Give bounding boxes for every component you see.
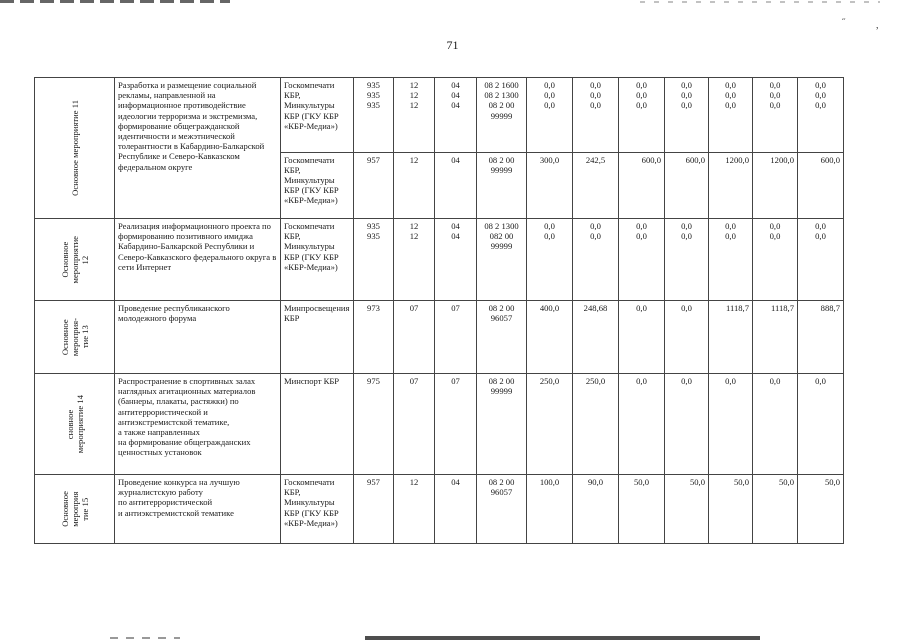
measure-description: Реализация информационного проекта по формированию позитивного имиджа Кабардино-Балкарской Республики и Северо-Кавказского федерального округа в сети Интернет — [115, 219, 281, 301]
value-cell: 0,0 0,0 0,0 — [665, 78, 709, 153]
value-cell: 0,0 — [619, 374, 665, 475]
measure-label-cell — [35, 219, 115, 301]
value-cell: 90,0 — [573, 475, 619, 544]
rz-cell: 12 12 — [394, 219, 435, 301]
table-row — [35, 78, 844, 153]
value-cell: 0,0 0,0 — [573, 219, 619, 301]
measure-label: Основное мероприя тие 15 — [59, 491, 90, 527]
pr-cell: 04 04 — [435, 219, 477, 301]
value-cell: 1118,7 — [753, 301, 798, 374]
value-cell: 250,0 — [573, 374, 619, 475]
value-cell: 248,68 — [573, 301, 619, 374]
scan-mark: ˝ — [842, 18, 846, 29]
table-row — [35, 301, 844, 374]
table-row — [35, 374, 844, 475]
rz-cell: 12 12 12 — [394, 78, 435, 153]
value-cell: 100,0 — [527, 475, 573, 544]
table-row — [35, 219, 844, 301]
value-cell: 0,0 0,0 0,0 — [619, 78, 665, 153]
grbs-cell: 973 — [354, 301, 394, 374]
value-cell: 0,0 0,0 — [753, 219, 798, 301]
scan-artifact-top-right — [640, 1, 880, 3]
value-cell: 0,0 0,0 0,0 — [527, 78, 573, 153]
value-cell: 0,0 0,0 0,0 — [573, 78, 619, 153]
value-cell: 1200,0 — [753, 152, 798, 218]
measure-label: сновное мероприятие 14 — [64, 394, 85, 454]
value-cell: 0,0 0,0 — [527, 219, 573, 301]
rz-cell: 12 — [394, 152, 435, 218]
csr-cell: 08 2 00 96057 — [477, 301, 527, 374]
measure-label: Основное мероприя- тие 13 — [59, 317, 90, 357]
measure-label-cell — [35, 475, 115, 544]
grbs-cell: 935 935 — [354, 219, 394, 301]
value-cell: 600,0 — [619, 152, 665, 218]
pr-cell: 04 — [435, 475, 477, 544]
value-cell: 0,0 0,0 — [709, 219, 753, 301]
value-cell: 250,0 — [527, 374, 573, 475]
value-cell: 0,0 — [753, 374, 798, 475]
measure-description: Проведение конкурса на лучшую журналистскую работу по антитеррористической и антиэкстремистской тематике — [115, 475, 281, 544]
executor-cell: Госкомпечати КБР, Минкультуры КБР (ГКУ КБР «КБР-Медиа») — [281, 152, 354, 218]
value-cell: 600,0 — [798, 152, 844, 218]
grbs-cell: 957 — [354, 475, 394, 544]
value-cell: 888,7 — [798, 301, 844, 374]
measure-label: Основное мероприятие 11 — [69, 100, 80, 196]
measure-description: Проведение республиканского молодежного форума — [115, 301, 281, 374]
executor-cell: Минспорт КБР — [281, 374, 354, 475]
value-cell: 0,0 — [665, 374, 709, 475]
csr-cell: 08 2 1300 082 00 99999 — [477, 219, 527, 301]
pr-cell: 07 — [435, 301, 477, 374]
scan-artifact-bottom — [365, 636, 760, 640]
csr-cell: 08 2 1600 08 2 1300 08 2 00 99999 — [477, 78, 527, 153]
csr-cell: 08 2 00 99999 — [477, 152, 527, 218]
csr-cell: 08 2 00 99999 — [477, 374, 527, 475]
measure-label-cell — [35, 301, 115, 374]
program-measures-table — [34, 77, 844, 544]
value-cell: 0,0 0,0 — [665, 219, 709, 301]
value-cell: 50,0 — [709, 475, 753, 544]
value-cell: 0,0 0,0 0,0 — [798, 78, 844, 153]
scan-artifact-bottom-left — [110, 637, 180, 639]
measure-description: Разработка и размещение социальной рекламы, направленной на информационное противодействие идеологии терроризма и экстремизма, формирование общегражданской идентичности и межэтнической толерантности в Кабардино-Балкарской Республике и Северо-Кавказском федеральном округе — [115, 78, 281, 219]
value-cell: 0,0 — [665, 301, 709, 374]
value-cell: 0,0 0,0 — [798, 219, 844, 301]
value-cell: 0,0 — [798, 374, 844, 475]
value-cell: 50,0 — [753, 475, 798, 544]
value-cell: 0,0 — [709, 374, 753, 475]
value-cell: 300,0 — [527, 152, 573, 218]
value-cell: 50,0 — [619, 475, 665, 544]
value-cell: 1118,7 — [709, 301, 753, 374]
measure-description: Распространение в спортивных залах наглядных агитационных материалов (баннеры, плакаты, растяжки) по антитеррористической и антиэкстремистской тематике, а также направленных на формирование общегражданских ценностных установок — [115, 374, 281, 475]
csr-cell: 08 2 00 96057 — [477, 475, 527, 544]
value-cell: 0,0 0,0 — [619, 219, 665, 301]
value-cell: 0,0 — [619, 301, 665, 374]
value-cell: 50,0 — [798, 475, 844, 544]
executor-cell: Госкомпечати КБР, Минкультуры КБР (ГКУ КБР «КБР-Медиа») — [281, 475, 354, 544]
value-cell: 50,0 — [665, 475, 709, 544]
executor-cell: Госкомпечати КБР, Минкультуры КБР (ГКУ КБР «КБР-Медиа») — [281, 78, 354, 153]
executor-cell: Минпросвещения КБР — [281, 301, 354, 374]
executor-cell: Госкомпечати КБР, Минкультуры КБР (ГКУ КБР «КБР-Медиа») — [281, 219, 354, 301]
value-cell: 242,5 — [573, 152, 619, 218]
grbs-cell: 957 — [354, 152, 394, 218]
grbs-cell: 975 — [354, 374, 394, 475]
value-cell: 0,0 0,0 0,0 — [709, 78, 753, 153]
value-cell: 1200,0 — [709, 152, 753, 218]
value-cell: 0,0 0,0 0,0 — [753, 78, 798, 153]
value-cell: 400,0 — [527, 301, 573, 374]
rz-cell: 07 — [394, 301, 435, 374]
pr-cell: 04 — [435, 152, 477, 218]
scan-artifact-top — [0, 0, 230, 3]
pr-cell: 04 04 04 — [435, 78, 477, 153]
measure-label-cell — [35, 78, 115, 219]
value-cell: 600,0 — [665, 152, 709, 218]
scan-mark: , — [876, 20, 879, 31]
grbs-cell: 935 935 935 — [354, 78, 394, 153]
rz-cell: 12 — [394, 475, 435, 544]
measure-label: Основное мероприятие 12 — [59, 235, 90, 284]
pr-cell: 07 — [435, 374, 477, 475]
page-number: 71 — [446, 38, 459, 52]
table-row — [35, 475, 844, 544]
measure-label-cell — [35, 374, 115, 475]
rz-cell: 07 — [394, 374, 435, 475]
